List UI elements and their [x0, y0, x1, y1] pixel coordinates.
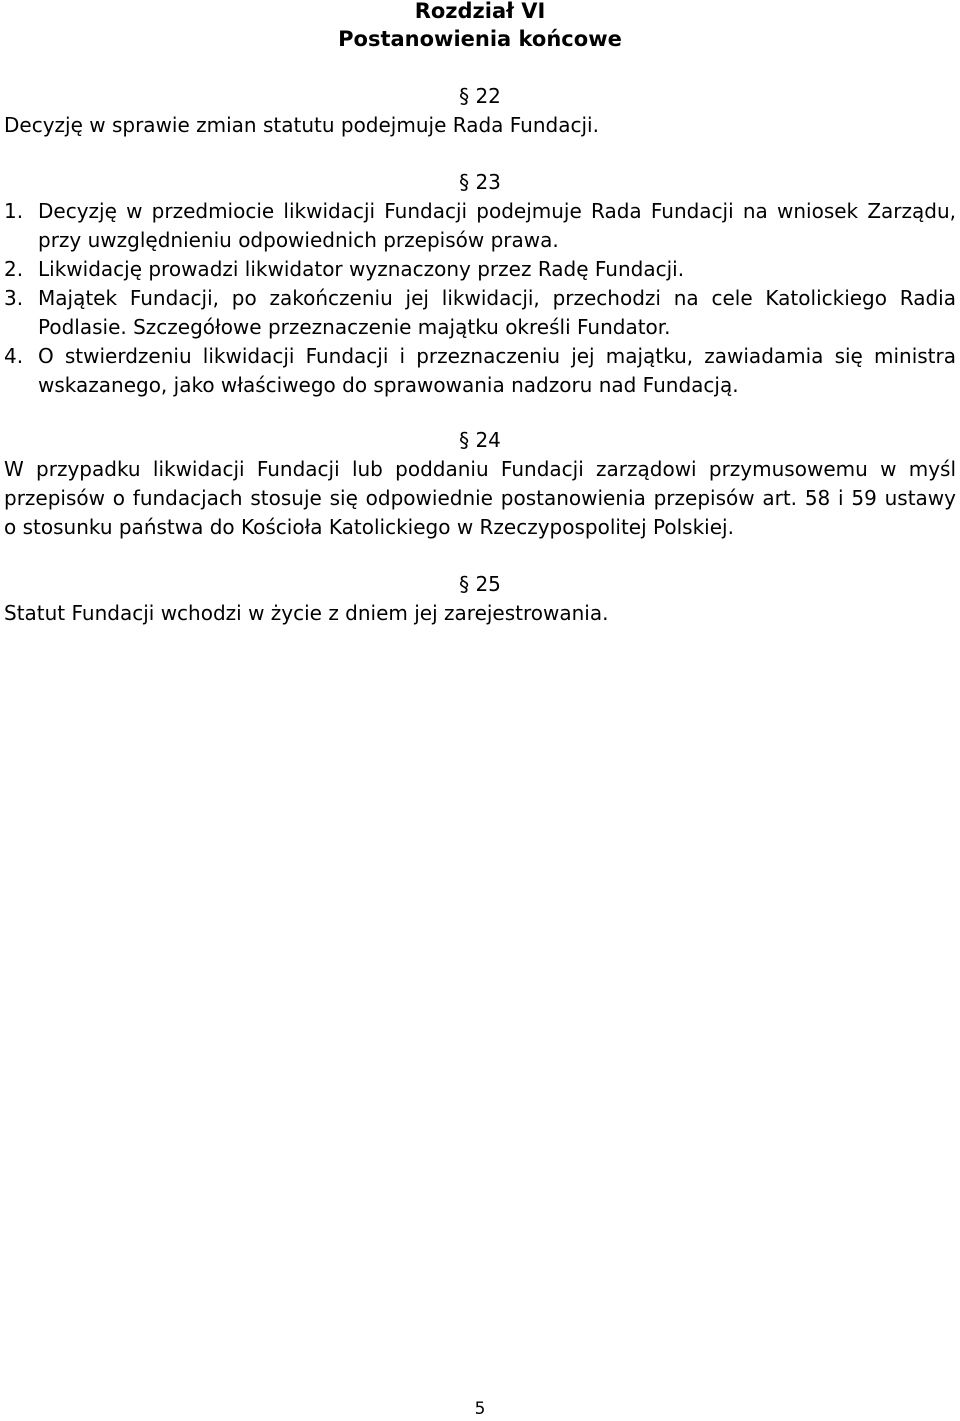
list-item-text: Decyzję w przedmiocie likwidacji Fundacji podejmuje Rada Fundacji na wniosek Zarządu, przy uwzględnieniu odpowiednich przepisów prawa. [38, 199, 956, 252]
list-item-text: O stwierdzeniu likwidacji Fundacji i przeznaczeniu jej majątku, zawiadamia się ministra wskazanego, jako właściwego do sprawowania nadzoru nad Fundacją. [38, 344, 956, 397]
section-sign-icon: § [459, 84, 476, 108]
section-22-text: Decyzję w sprawie zmian statutu podejmuje Rada Fundacji. [4, 113, 599, 137]
list-item [4, 255, 956, 284]
section-24-heading [0, 426, 960, 455]
list-item-number: 4. [4, 344, 24, 368]
section-24-text: W przypadku likwidacji Fundacji lub poddaniu Fundacji zarządowi przymusowemu w myśl przepisów o fundacjach stosuje się odpowiednie postanowienia przepisów art. 58 i 59 ustawy o stosunku państwa do Kościoła Katolickiego w Rzeczypospolitej Polskiej. [4, 457, 956, 539]
section-23-list [4, 197, 956, 400]
section-25-text: Statut Fundacji wchodzi w życie z dniem jej zarejestrowania. [4, 601, 609, 625]
list-item [4, 284, 956, 342]
list-item [4, 342, 956, 400]
section-24-number: 24 [475, 428, 501, 452]
section-22-number: 22 [475, 84, 501, 108]
list-item-number: 1. [4, 199, 24, 223]
section-22-heading [0, 82, 960, 111]
chapter-title: Postanowienia końcowe [338, 27, 622, 51]
section-23-heading [0, 168, 960, 197]
page-number: 5 [474, 1399, 486, 1419]
list-item-text: Likwidację prowadzi likwidator wyznaczony przez Radę Fundacji. [38, 257, 685, 281]
section-sign-icon: § [459, 572, 476, 596]
section-25-number: 25 [475, 572, 501, 596]
list-item-number: 2. [4, 257, 24, 281]
section-23-number: 23 [475, 170, 501, 194]
section-sign-icon: § [459, 428, 476, 452]
chapter-number: Rozdział VI [414, 0, 546, 23]
list-item-text: Majątek Fundacji, po zakończeniu jej likwidacji, przechodzi na cele Katolickiego Radia Podlasie. Szczegółowe przeznaczenie majątku określi Fundator. [38, 286, 956, 339]
section-25-heading [0, 570, 960, 599]
list-item-number: 3. [4, 286, 24, 310]
section-sign-icon: § [459, 170, 476, 194]
list-item [4, 197, 956, 255]
